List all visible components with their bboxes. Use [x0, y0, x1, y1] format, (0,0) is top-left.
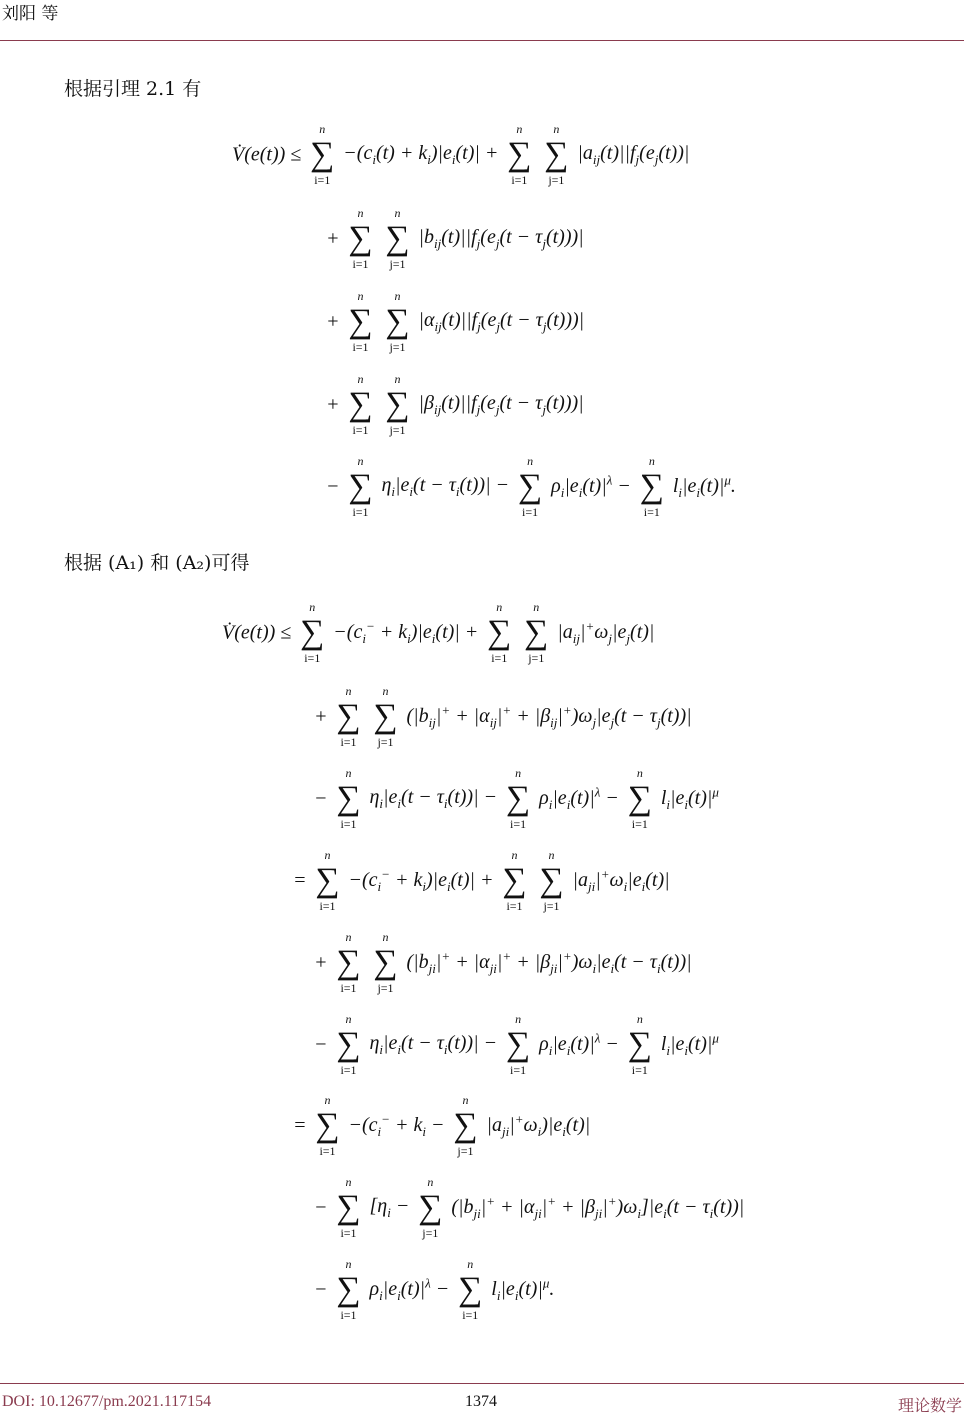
header-rule [0, 40, 964, 41]
equation-1-line-5: − n ∑ i=1 $\eta_i|e_i(t - \tau_i(t))|$ − n ∑ i=1 $\rho_i|e_i(t)|^\lambda$ − n ∑ i=1 $l_i|e_i(t)|^\mu$. [326, 454, 736, 519]
journal-name[interactable]: 理论数学 [897, 1396, 962, 1415]
equation-2-line-3: − n ∑ i=1 $\eta_i|e_i(t - \tau_i(t))|$ − n ∑ i=1 $\rho_i|e_i(t)|^\lambda$ − n ∑ i=1 $l_i|e_i(t)|^\mu$ [314, 766, 719, 831]
equation-1-line-1: V̇(e(t)) ≤ n ∑ i=1 $-(c_i(t) + k_i)|e_i(t)|$ + n ∑ i=1 n ∑ j=1 $|a_{ij}(t)||f_j(e_j(t))|$ [232, 122, 690, 187]
equation-2-line-4: = n ∑ i=1 $-(c_i^- + k_i)|e_i(t)|$ + n ∑ i=1 n ∑ j=1 $|a_{ji}|^+\omega_i|e_i(t)|$ [293, 848, 670, 913]
header-author: 刘阳 等 [2, 4, 59, 24]
equation-1-line-4: + n ∑ i=1 n ∑ j=1 $|\beta_{ij}(t)||f_j(e_j(t - \tau_j(t)))|$ [326, 372, 584, 437]
equation-2-line-2: + n ∑ i=1 n ∑ j=1 $(|b_{ij}|^+ + |\alpha_{ij}|^+ + |\beta_{ij}|^+)\omega_j|e_j(t - \tau_j(t))|$ [314, 684, 692, 749]
equation-2-line-9: − n ∑ i=1 $\rho_i|e_i(t)|^\lambda$ − n ∑ i=1 $l_i|e_i(t)|^\mu$. [314, 1257, 555, 1322]
sum-symbol: n ∑ j=1 [544, 122, 569, 187]
paragraph-assumptions: 根据 (A₁) 和 (A₂)可得 [64, 552, 250, 574]
page-header [0, 0, 964, 40]
paragraph-lemma: 根据引理 2.1 有 [64, 78, 202, 100]
equation-2-line-1: V̇(e(t)) ≤ n ∑ i=1 $-(c_i^- + k_i)|e_i(t)|$ + n ∑ i=1 n ∑ j=1 $|a_{ij}|^+\omega_j|e_j(t)|$ [222, 600, 655, 665]
equation-2-line-8: − n ∑ i=1 [$\eta_i$ − n ∑ j=1 $(|b_{ji}|^+ + |\alpha_{ji}|^+ + |\beta_{ji}|^+)\omega_i]|e_i(t - \tau_i(t))|$ [314, 1175, 745, 1240]
equation-2-line-6: − n ∑ i=1 $\eta_i|e_i(t - \tau_i(t))|$ − n ∑ i=1 $\rho_i|e_i(t)|^\lambda$ − n ∑ i=1 $l_i|e_i(t)|^\mu$ [314, 1012, 719, 1077]
equation-2-line-7: = n ∑ i=1 $-(c_i^- + k_i$ − n ∑ j=1 $|a_{ji}|^+\omega_i)|e_i(t)|$ [293, 1093, 591, 1158]
page-footer [0, 1383, 964, 1414]
sum-symbol: n ∑ i=1 [507, 122, 532, 187]
equation-1-line-2: + n ∑ i=1 n ∑ j=1 $|b_{ij}(t)||f_j(e_j(t - \tau_j(t)))|$ [326, 206, 584, 271]
equation-2-line-5: + n ∑ i=1 n ∑ j=1 $(|b_{ji}|^+ + |\alpha_{ji}|^+ + |\beta_{ji}|^+)\omega_i|e_i(t - \tau_i(t))|$ [314, 930, 692, 995]
sum-symbol: n ∑ i=1 [310, 122, 335, 187]
page-number: 1374 [465, 1393, 497, 1410]
doi-link[interactable]: DOI: 10.12677/pm.2021.117154 [2, 1393, 212, 1410]
equation-1-line-3: + n ∑ i=1 n ∑ j=1 $|\alpha_{ij}(t)||f_j(e_j(t - \tau_j(t)))|$ [326, 289, 585, 354]
footer-rule [0, 1383, 964, 1384]
